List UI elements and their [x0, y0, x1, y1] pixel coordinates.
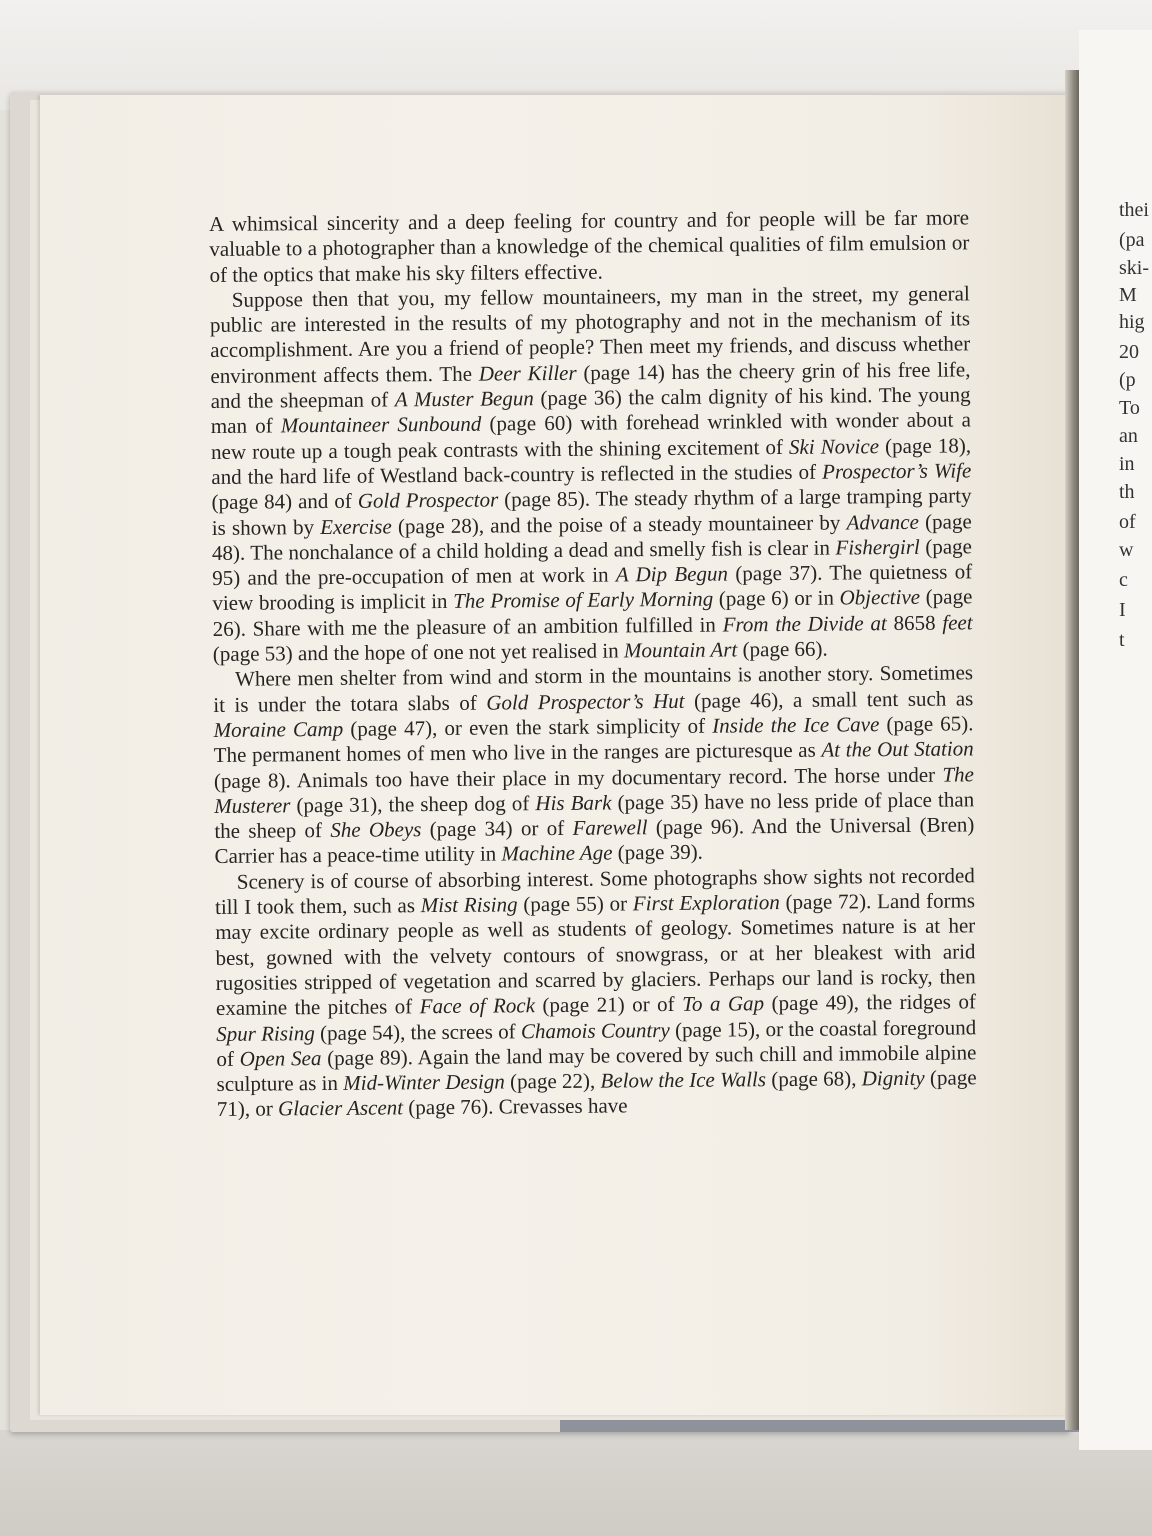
- photo-title: Prospector’s Wife: [822, 458, 972, 484]
- photo-title: A Dip Begun: [615, 561, 729, 587]
- text-run: (page 6) or in: [713, 585, 840, 612]
- photo-title: Mid-Winter Design: [343, 1069, 505, 1095]
- text-run: (page 53) and the hope of one not yet realised in: [212, 638, 625, 667]
- text-run: (page 72). Land forms may excite ordinary people as well as students of geology. Sometimes nature is at her best, gowned with the velvety contours of snowgrass, or at her bleakest with arid rugosities stripped of vegetation and scarred by glaciers. Perhaps our land is rocky, then examine the pitches of: [215, 888, 976, 1021]
- text-run: (page 65). The permanent homes of men who live in the ranges are picturesque as: [213, 711, 974, 768]
- text-run: (page 55) or: [517, 891, 633, 917]
- text-run: (page 26). Share with me the pleasure of an ambition fulfilled in: [212, 584, 973, 641]
- photo-title: Gold Prospector: [357, 487, 499, 513]
- text-run: (page 34) or of: [421, 815, 573, 842]
- photo-title: Moraine Camp: [213, 716, 344, 742]
- photo-title: Exercise: [320, 513, 392, 539]
- paragraph: [210, 281, 973, 667]
- body-text: [209, 205, 977, 1122]
- facing-page-fragment: an: [1119, 425, 1138, 447]
- text-run: (page 71), or: [216, 1065, 977, 1122]
- text-run: (page 47), or even the stark simplicity of: [343, 713, 713, 741]
- photo-title: Fishergirl: [835, 534, 920, 560]
- photo-title: His Bark: [535, 790, 612, 816]
- photo-title: feet: [942, 610, 973, 635]
- facing-page-fragment: I: [1119, 599, 1126, 621]
- photo-title: To a Gap: [682, 991, 765, 1017]
- book-gutter: [1065, 70, 1079, 1430]
- text-run: (page 48). The nonchalance of a child holding a dead and smelly fish is clear in: [211, 508, 972, 565]
- facing-page-fragment: ski-: [1119, 257, 1149, 279]
- text-run: (page 21) or of: [534, 992, 683, 1018]
- photo-title: Machine Age: [501, 840, 613, 866]
- photo-title: Deer Killer: [478, 360, 577, 386]
- text-run: (page 28), and the poise of a steady mountaineer by: [391, 510, 847, 538]
- text-run: (page 49), the ridges of: [763, 989, 977, 1016]
- facing-page: [1079, 30, 1152, 1450]
- photo-title: Below the Ice Walls: [600, 1067, 767, 1093]
- text-run: (page 54), the screes of: [314, 1018, 522, 1045]
- text-run: (page 14) has the cheery grin of his free life, and the sheepman of: [210, 357, 971, 414]
- text-run: (page 18), and the hard life of Westland back-country is reflected in the studies of: [211, 433, 972, 489]
- facing-page-fragment: of: [1119, 511, 1136, 533]
- photo-title: Mist Rising: [420, 892, 518, 918]
- text-run: (page 46), a small tent such as: [684, 685, 974, 713]
- facing-page-fragment: hig: [1119, 311, 1145, 333]
- facing-page-fragment: th: [1119, 481, 1135, 503]
- photo-title: Gold Prospector’s Hut: [486, 688, 685, 715]
- photo-title: Objective: [839, 585, 921, 610]
- table-surface: [0, 1430, 1152, 1536]
- text-run: Suppose then that you, my fellow mountaineers, my man in the street, my general public are interested in the results of my photography and not in the mechanism of its accomplishment. Are you a friend of people? Then meet my friends, and discuss whether environment affects them. The: [209, 281, 971, 388]
- text-run: (page 68),: [765, 1066, 862, 1092]
- photo-title: Ski Novice: [788, 433, 880, 459]
- text-run: Where men shelter from wind and storm in the mountains is another story. Sometimes it is under the totara slabs of: [213, 660, 974, 717]
- facing-page-fragment: M: [1119, 284, 1137, 306]
- facing-page-fragment: t: [1119, 629, 1125, 651]
- photo-title: Chamois Country: [520, 1017, 670, 1043]
- paragraph: [213, 661, 975, 870]
- paragraph: [209, 205, 970, 288]
- text-run: (page 84) and of: [211, 488, 358, 515]
- text-run: (page 22),: [504, 1068, 601, 1094]
- photo-title: Face of Rock: [419, 993, 536, 1019]
- text-run: (page 35) have no less pride of place than the sheep of: [214, 787, 975, 844]
- text-run: (page 96). And the Universal (Bren) Carrier has a peace-time utility in: [214, 812, 975, 869]
- text-run: 8658: [886, 610, 943, 635]
- facing-page-fragment: To: [1119, 397, 1140, 419]
- facing-page-fragment: (pa: [1119, 229, 1145, 251]
- photo-title: She Obeys: [330, 817, 422, 843]
- photo-title: Mountaineer Sunbound: [280, 412, 482, 438]
- text-run: (page 95) and the pre-occupation of men at work in: [212, 534, 973, 591]
- text-run: (page 66).: [737, 636, 828, 662]
- text-run: Scenery is of course of absorbing interest. Some photographs show sights not recorded till I took them, such as: [214, 863, 975, 919]
- text-run: (page 85). The steady rhythm of a large tramping party is shown by: [211, 483, 972, 540]
- photo-title: From the Divide at: [722, 610, 887, 637]
- text-run: (page 39).: [612, 840, 703, 865]
- photo-title: Open Sea: [239, 1045, 322, 1071]
- text-run: (page 60) with forehead wrinkled with wonder about a new route up a tough peak contrasts with the shining excitement of: [210, 407, 971, 464]
- photo-title: At the Out Station: [821, 736, 974, 762]
- facing-page-fragment: 20: [1119, 341, 1139, 363]
- paragraph: [215, 863, 977, 1123]
- text-run: (page 36) the calm dignity of his kind. The young man of: [210, 382, 971, 439]
- photo-title: Spur Rising: [216, 1020, 315, 1046]
- photo-title: Inside the Ice Cave: [712, 712, 880, 738]
- text-run: (page 31), the sheep dog of: [290, 791, 536, 818]
- photo-title: Glacier Ascent: [277, 1095, 404, 1121]
- photo-title: The Promise of Early Morning: [453, 587, 714, 614]
- photo-title: First Exploration: [632, 890, 780, 916]
- facing-page-fragment: w: [1119, 539, 1134, 561]
- text-run: (page 89). Again the land may be covered by such chill and immobile alpine sculpture as in: [216, 1040, 977, 1097]
- photo-title: Dignity: [861, 1065, 925, 1091]
- photo-title: The Musterer: [214, 761, 975, 818]
- photo-title: Advance: [846, 509, 919, 535]
- photo-title: Farewell: [572, 815, 648, 840]
- text-run: (page 8). Animals too have their place in my documentary record. The horse under: [213, 762, 943, 793]
- facing-page-fragment: in: [1119, 453, 1135, 475]
- facing-page-fragment: thei: [1119, 199, 1149, 221]
- photo-title: A Muster Begun: [394, 386, 534, 412]
- text-run: (page 76). Crevasses have: [402, 1093, 628, 1120]
- text-run: (page 15), or the coastal foreground of: [216, 1014, 977, 1071]
- text-run: (page 37). The quietness of view brooding is implicit in: [212, 559, 973, 616]
- text-run: A whimsical sincerity and a deep feeling for country and for people will be far more valuable to a photographer than a knowledge of the chemical qualities of film emulsion or of the optics that make his sky filters effective.: [209, 205, 970, 287]
- facing-page-fragment: (p: [1119, 369, 1136, 391]
- facing-page-fragment: c: [1119, 569, 1128, 591]
- photo-title: Mountain Art: [623, 637, 738, 663]
